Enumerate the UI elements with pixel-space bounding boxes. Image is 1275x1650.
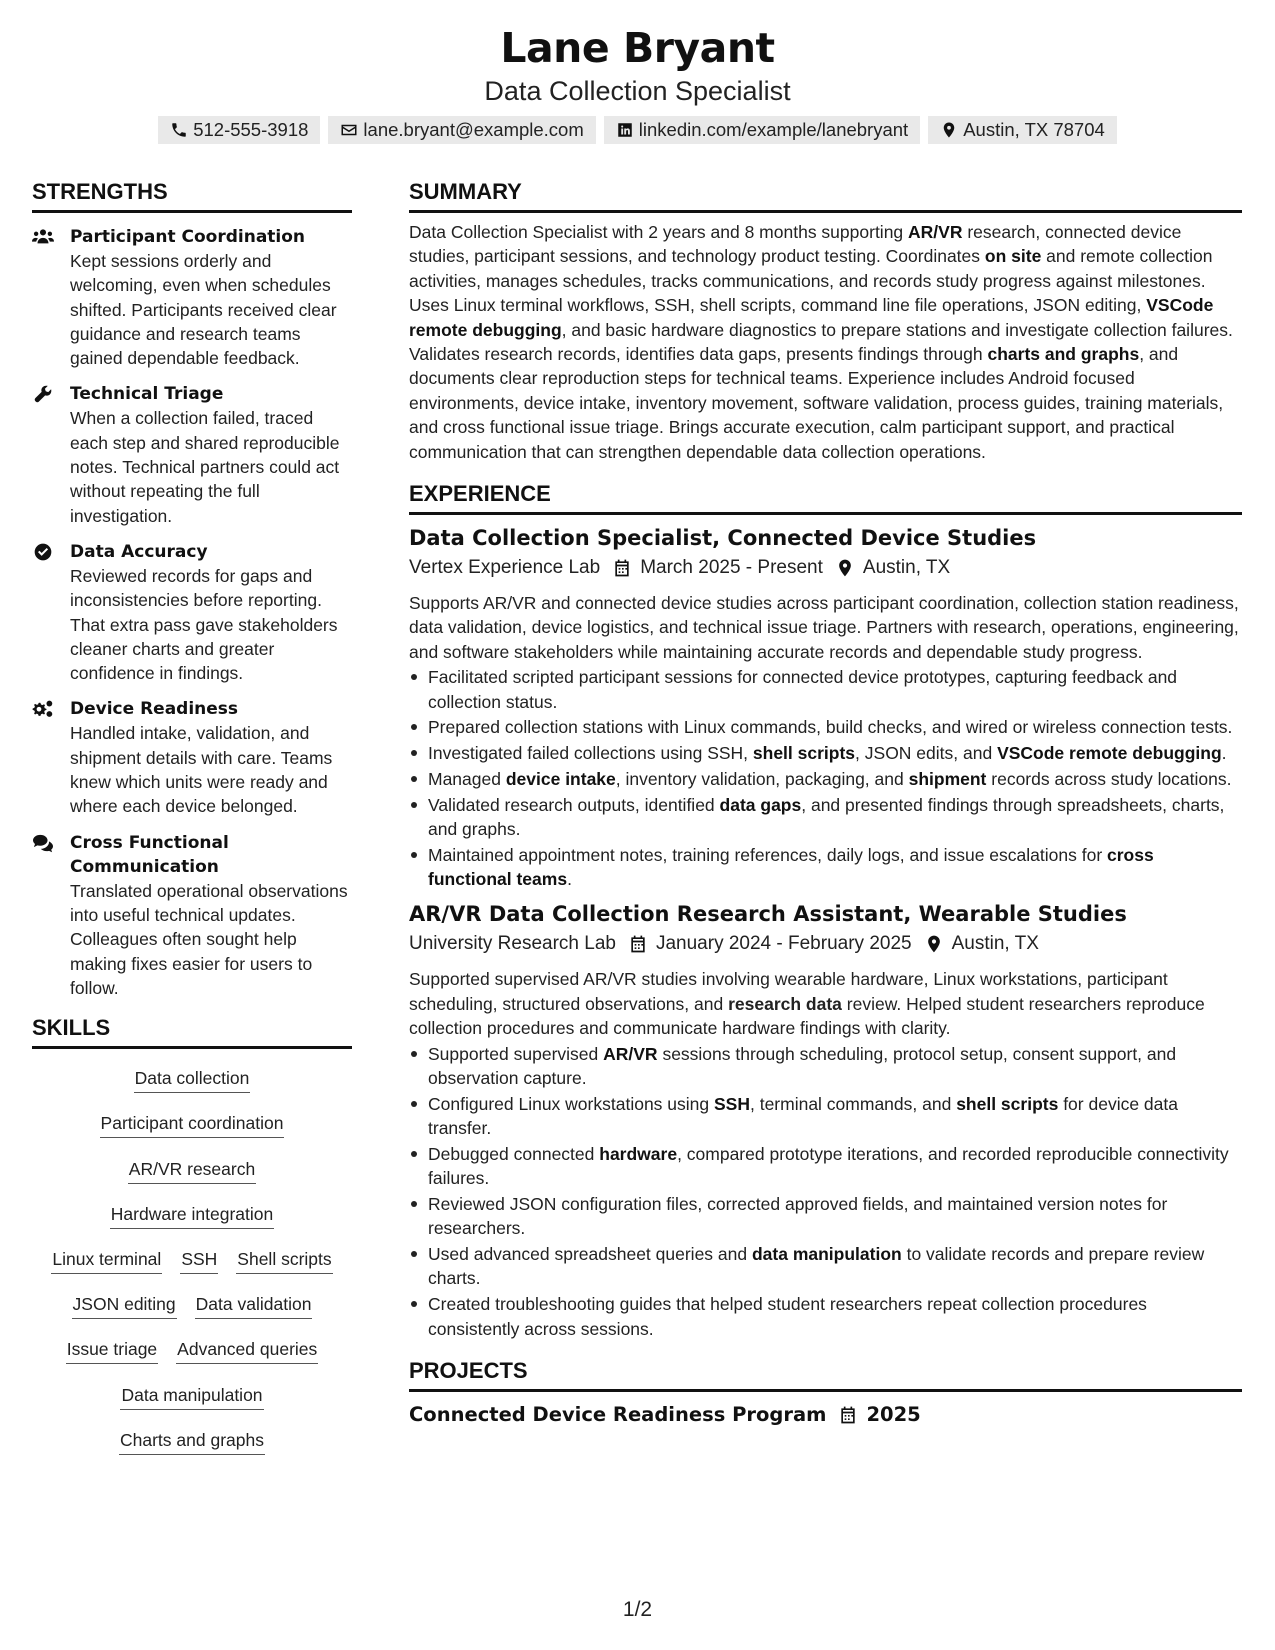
- text-run: , and presented findings through spreadsheets, charts, and graphs.: [428, 794, 1225, 839]
- strength-desc: Kept sessions orderly and welcoming, even when schedules shifted. Participants received clear guidance and research teams gained dependable feedback.: [70, 251, 337, 369]
- contact-text: linkedin.com/example/lanebryant: [638, 119, 909, 140]
- projects-heading: PROJECTS: [409, 1357, 1242, 1392]
- job-bullet: [409, 741, 1242, 765]
- text-run: Debugged connected: [428, 1143, 600, 1164]
- envelope-icon: [340, 121, 358, 139]
- job-description: Supports AR/VR and connected device studies across participant coordination, collection station readiness, data validation, device logistics, and technical issue triage. Partners with research, operations, engineering, and software stakeholders while maintaining accurate records and dependable study progress.: [409, 593, 1239, 662]
- text-run: Managed: [428, 768, 506, 789]
- strength-item: [32, 382, 352, 527]
- skill-tag: JSON editing: [72, 1292, 177, 1319]
- skill-tag: Data validation: [195, 1292, 313, 1319]
- left-column: [32, 178, 352, 1464]
- job-bullet: [409, 1242, 1242, 1291]
- text-run: , JSON edits, and: [855, 743, 998, 764]
- strength-title: Cross Functional Communication: [70, 832, 229, 877]
- phone-icon: [170, 121, 188, 139]
- contact-linkedin: [604, 116, 920, 144]
- bold-text: charts and graphs: [987, 344, 1140, 365]
- skill-tag: Charts and graphs: [119, 1428, 265, 1455]
- project-date: 2025: [866, 1403, 921, 1426]
- job-bullet: [409, 793, 1242, 842]
- bold-text: AR/VR: [908, 222, 963, 242]
- calendar-icon: [612, 558, 632, 578]
- job-bullet: [409, 715, 1242, 739]
- skill-tag: Shell scripts: [236, 1247, 332, 1274]
- text-run: Reviewed JSON configuration files, corrected approved fields, and maintained version notes for researchers.: [428, 1193, 1168, 1239]
- text-run: Maintained appointment notes, training references, daily logs, and issue escalations for: [428, 844, 1108, 865]
- skill-tag: SSH: [180, 1247, 218, 1274]
- bold-text: VSCode remote debugging: [997, 743, 1222, 764]
- text-run: , inventory validation, packaging, and: [615, 768, 909, 789]
- job-bullet: [409, 1092, 1242, 1141]
- project-title: Connected Device Readiness Program: [409, 1403, 827, 1426]
- job-company: University Research Lab: [409, 933, 616, 955]
- text-run: Configured Linux workstations using: [428, 1093, 714, 1114]
- linkedin-icon: [616, 121, 634, 139]
- contact-text: 512-555-3918: [193, 119, 309, 140]
- skill-row: [32, 1238, 352, 1283]
- strength-item: [32, 540, 352, 685]
- text-run: Used advanced spreadsheet queries and: [428, 1244, 752, 1265]
- strength-title: Technical Triage: [70, 384, 224, 405]
- job-bullet: [409, 843, 1242, 892]
- bold-text: data manipulation: [751, 1244, 902, 1265]
- bold-text: on site: [984, 246, 1042, 267]
- strengths-section: [32, 178, 352, 1000]
- resume-header: [0, 22, 1275, 144]
- job-title: AR/VR Data Collection Research Assistant, Wearable Studies: [409, 902, 1127, 927]
- skills-list: [32, 1057, 352, 1464]
- map-pin-icon: [924, 934, 944, 954]
- strength-desc: Reviewed records for gaps and inconsistencies before reporting. That extra pass gave stakeholders cleaner charts and greater confidence in findings.: [70, 565, 338, 684]
- text-run: Facilitated scripted participant sessions for connected device prototypes, capturing feedback and collection status.: [428, 667, 1178, 712]
- strength-title: Data Accuracy: [70, 541, 208, 562]
- experience-heading: EXPERIENCE: [409, 480, 1242, 515]
- text-run: Created troubleshooting guides that helped student researchers repeat collection procedures consistently across sessions.: [428, 1294, 1147, 1339]
- comments-icon: [32, 833, 54, 853]
- text-run: records across study locations.: [986, 768, 1232, 789]
- wrench-icon: [32, 384, 54, 404]
- job-bullet: [409, 1142, 1242, 1191]
- summary-heading: SUMMARY: [409, 178, 1242, 213]
- job-bullet: [409, 767, 1242, 791]
- text-run: Data Collection Specialist with 2 years and 8 months supporting: [409, 222, 909, 242]
- skill-row: [32, 1102, 352, 1147]
- skill-tag: Linux terminal: [51, 1247, 162, 1274]
- skill-row: [32, 1193, 352, 1238]
- text-run: Prepared collection stations with Linux commands, build checks, and wired or wireless connection tests.: [428, 717, 1233, 738]
- text-run: , and basic hardware diagnostics to prepare stations and investigate collection failures. Validates research records, identifies data gaps, presents findings through: [409, 319, 1233, 365]
- job-bullet: [409, 1042, 1242, 1091]
- users-icon: [32, 227, 54, 247]
- text-run: , compared prototype iterations, and recorded reproducible connectivity failures.: [428, 1143, 1229, 1189]
- contact-email: [328, 116, 595, 144]
- skill-tag: Data manipulation: [120, 1383, 263, 1410]
- summary-section: [409, 178, 1242, 464]
- calendar-icon: [628, 934, 648, 954]
- skill-row: [32, 1057, 352, 1102]
- skill-tag: Advanced queries: [176, 1337, 318, 1364]
- text-run: review. Helped student researchers reproduce collection procedures and communicate hardware findings with clarity.: [409, 993, 1205, 1039]
- strength-desc: Translated operational observations into useful technical updates. Colleagues often sought help making fixes easier for users to follow.: [70, 880, 348, 998]
- skill-row: [32, 1419, 352, 1464]
- job-company: Vertex Experience Lab: [409, 557, 601, 579]
- contact-text: lane.bryant@example.com: [363, 119, 584, 140]
- strength-title: Device Readiness: [70, 699, 239, 720]
- job-bullet: [409, 1292, 1242, 1341]
- job-entry: [409, 523, 1242, 891]
- job-entry: [409, 899, 1242, 1341]
- strengths-heading: STRENGTHS: [32, 178, 352, 213]
- contact-phone: [158, 116, 320, 144]
- contact-bar: [0, 116, 1275, 144]
- text-run: Supported supervised: [428, 1043, 604, 1064]
- bold-text: research data: [728, 993, 842, 1014]
- check-circle-icon: [32, 542, 54, 562]
- skill-row: [32, 1283, 352, 1328]
- job-dates: January 2024 - February 2025: [655, 933, 912, 955]
- skill-tag: Data collection: [134, 1066, 251, 1093]
- experience-section: [409, 480, 1242, 1341]
- skill-row: [32, 1328, 352, 1373]
- job-bullets: [409, 1042, 1242, 1341]
- bold-text: device intake: [505, 768, 616, 789]
- calendar-icon: [838, 1405, 858, 1425]
- job-title: Data Collection Specialist, Connected Device Studies: [409, 526, 1037, 551]
- text-run: to validate records and prepare review charts.: [428, 1244, 1205, 1289]
- skill-row: [32, 1148, 352, 1193]
- text-run: Investigated failed collections using SSH,: [428, 743, 753, 764]
- strength-desc: When a collection failed, traced each step and shared reproducible notes. Technical partners could act without repeating the full investigation.: [70, 408, 340, 526]
- right-column: [409, 178, 1242, 1430]
- skill-tag: Issue triage: [66, 1337, 158, 1364]
- text-run: sessions through scheduling, protocol setup, consent support, and observation capture.: [428, 1043, 1177, 1089]
- strength-item: [32, 831, 352, 1000]
- candidate-title: Data Collection Specialist: [484, 76, 791, 106]
- bold-text: SSH: [714, 1093, 750, 1114]
- summary-text: [409, 220, 1242, 464]
- skills-heading: SKILLS: [32, 1014, 352, 1049]
- projects-section: [409, 1357, 1242, 1430]
- job-location: Austin, TX: [951, 933, 1039, 955]
- skills-section: [32, 1014, 352, 1464]
- job-bullet: [409, 1192, 1242, 1241]
- job-bullet: [409, 665, 1242, 714]
- bold-text: shipment: [908, 768, 987, 789]
- text-run: , and documents clear reproduction steps for technical teams. Experience includes Android focused environments, device intake, inventory movement, software validation, process guides, training materials, and cross functional issue triage. Brings accurate execution, calm participant support, and practical communication that can strengthen dependable data collection operations.: [409, 344, 1224, 462]
- job-meta: [409, 553, 1242, 583]
- text-run: .: [567, 869, 572, 890]
- job-description: [409, 967, 1242, 1040]
- gears-icon: [32, 699, 54, 719]
- project-entry: [409, 1400, 1242, 1430]
- text-run: and remote collection activities, manages schedules, tracks communications, and records study progress against milestones. Uses Linux terminal workflows, SSH, shell scripts, command line file operations, JSON editing,: [409, 246, 1213, 316]
- map-pin-icon: [940, 121, 958, 139]
- strength-title: Participant Coordination: [70, 227, 306, 247]
- candidate-name: Lane Bryant: [500, 24, 775, 72]
- bold-text: AR/VR: [603, 1043, 658, 1064]
- job-meta: [409, 929, 1242, 959]
- bold-text: cross functional teams: [428, 844, 1154, 890]
- map-pin-icon: [835, 558, 855, 578]
- strength-desc: Handled intake, validation, and shipment details with care. Teams knew which units were ready and where each device belonged.: [70, 723, 333, 817]
- text-run: for device data transfer.: [428, 1093, 1178, 1139]
- text-run: Validated research outputs, identified: [428, 794, 720, 815]
- strength-item: [32, 225, 352, 370]
- skill-row: [32, 1373, 352, 1418]
- text-run: , terminal commands, and: [749, 1093, 957, 1114]
- text-run: Supported supervised AR/VR studies involving wearable hardware, Linux workstations, participant scheduling, structured observations, and: [409, 969, 1168, 1014]
- bold-text: shell scripts: [956, 1093, 1059, 1114]
- job-dates: March 2025 - Present: [640, 557, 823, 579]
- skill-tag: AR/VR research: [128, 1157, 256, 1184]
- contact-text: Austin, TX 78704: [963, 119, 1105, 140]
- text-run: .: [1221, 743, 1227, 764]
- page-number: 1/2: [622, 1598, 653, 1621]
- strength-item: [32, 697, 352, 818]
- skill-tag: Participant coordination: [100, 1111, 285, 1138]
- job-location: Austin, TX: [862, 557, 951, 579]
- contact-location: [928, 116, 1117, 144]
- bold-text: hardware: [599, 1143, 678, 1164]
- skill-tag: Hardware integration: [110, 1202, 274, 1229]
- text-run: research, connected device studies, participant sessions, and technology product testing. Coordinates: [409, 222, 1182, 267]
- bold-text: data gaps: [719, 794, 802, 815]
- job-bullets: [409, 665, 1242, 891]
- bold-text: VSCode remote debugging: [409, 295, 1214, 340]
- bold-text: shell scripts: [752, 743, 856, 764]
